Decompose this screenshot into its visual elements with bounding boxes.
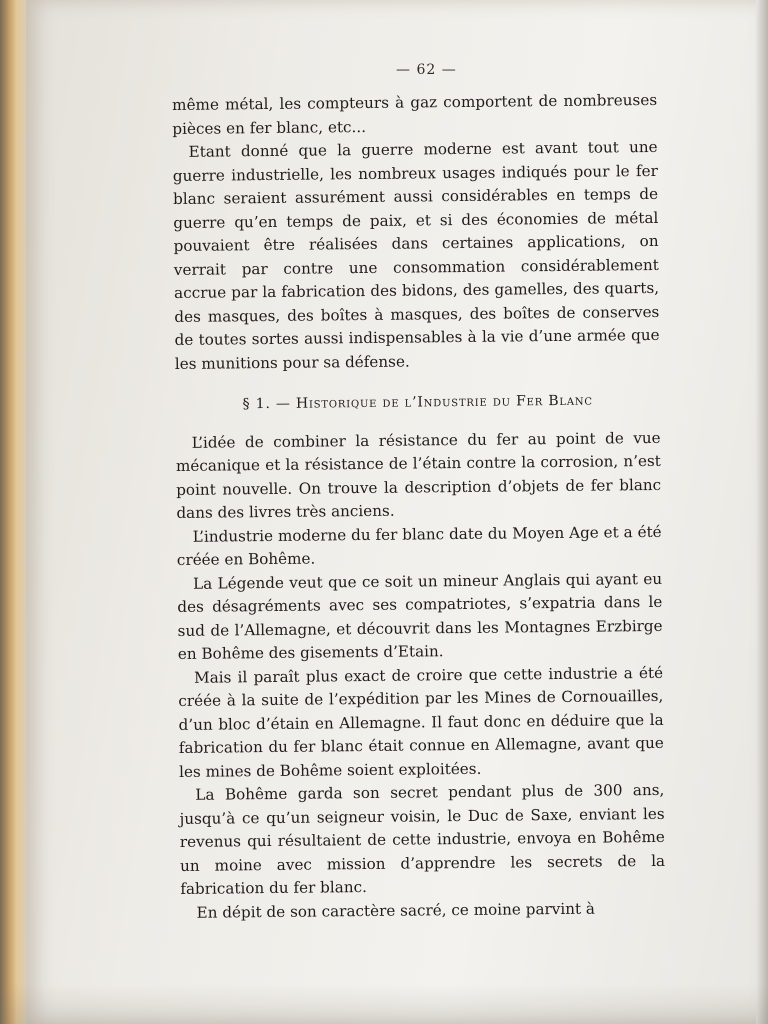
- book-spine-edge: [0, 0, 28, 1024]
- paragraph: La Légende veut que ce soit un mineur Anglais qui ayant eu des désagréments avec ses compatriotes, s’expatria dans le sud de l’Allemagne, et découvrit dans les Montagnes Erzbirge en Bohême des gisements d’Etain.: [177, 569, 663, 663]
- page-text: [172, 89, 666, 925]
- bottom-shadow: [0, 984, 768, 1024]
- page-number: — 62 —: [396, 62, 457, 78]
- paragraph: Mais il paraît plus exact de croire que cette industrie a été créée à la suite de l’expédition par les Mines de Cornouailles, d’un bloc d’étain en Allemagne. Il faut donc en déduire que la fabrication du fer blanc était connue en Allemagne, avant que les mines de Bohême soient exploitées.: [178, 663, 664, 781]
- paragraph: La Bohême garda son secret pendant plus de 300 ans, jusqu’à ce qu’un seigneur voisin, le Duc de Saxe, enviant les revenus qui résultaient de cette industrie, envoya en Bohême un moine avec mission d’apprendre les secrets de la fabrication du fer blanc.: [179, 780, 666, 898]
- paragraph: même métal, les compteurs à gaz comportent de nombreuses pièces en fer blanc, etc...: [172, 90, 658, 138]
- paragraph: En dépit de son caractère sacré, ce moine parvint à: [196, 899, 596, 922]
- next-page-edge: [756, 0, 768, 1024]
- section-heading: § 1. — Historique de l’Industrie du Fer Blanc: [242, 392, 593, 413]
- paragraph: Etant donné que la guerre moderne est avant tout une guerre industrielle, les nombreux usages indiqués pour le fer blanc seraient assurément aussi considérables en temps de guerre qu’en temps de paix, et si des économies de métal pouvaient être réalisées dans certaines applications, on verrait par contre une consommation considérablement accrue par la fabrication des bidons, des gamelles, des quarts, des masques, des boîtes à masques, des boîtes de conserves de toutes sortes aussi indispensables à la vie d’une armée que les munitions pour sa défense.: [172, 137, 660, 373]
- paragraph: L’idée de combiner la résistance du fer au point de vue mécanique et la résistance de l’étain contre la corrosion, n’est point nouvelle. On trouve la description d’objets de fer blanc dans des livres très anciens.: [175, 428, 662, 522]
- paragraph: L’industrie moderne du fer blanc date du Moyen Age et a été créée en Bohême.: [176, 522, 662, 569]
